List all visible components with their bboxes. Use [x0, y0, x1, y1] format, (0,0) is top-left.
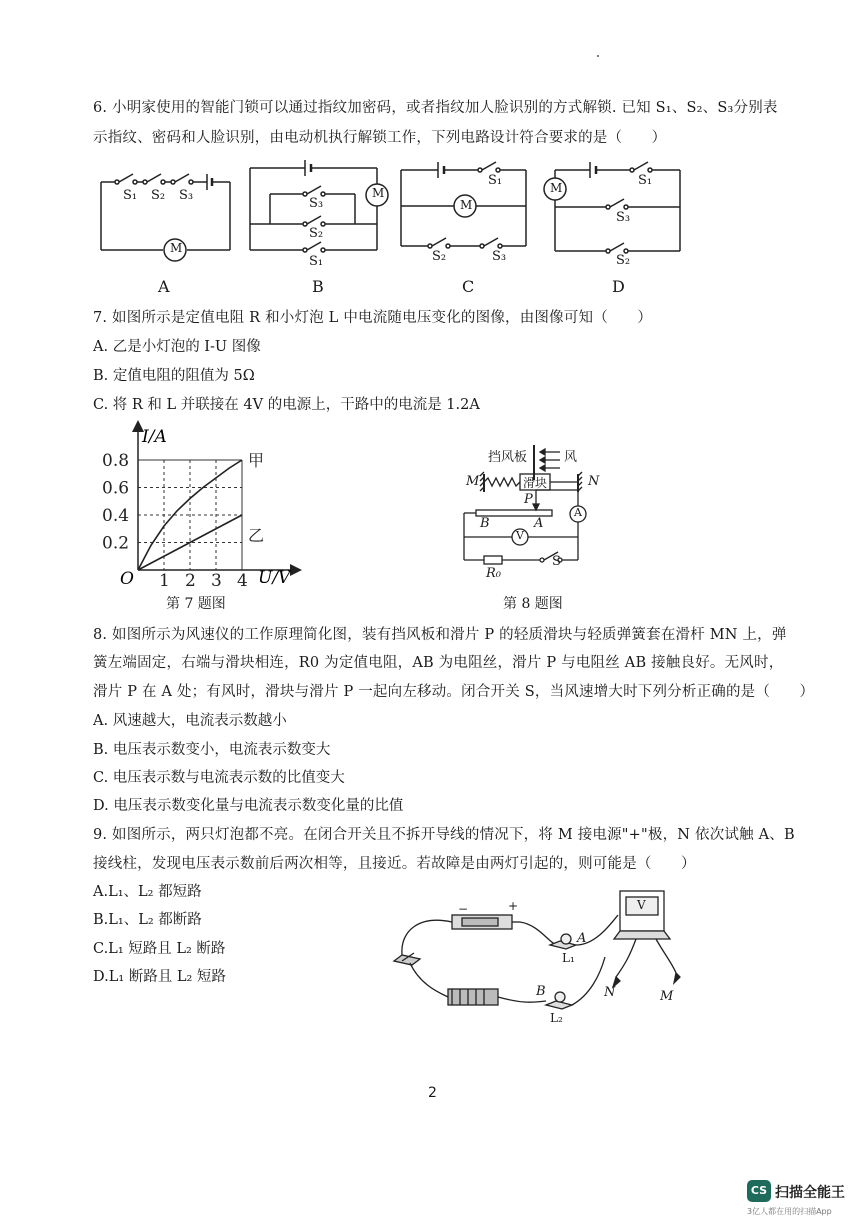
x-tick-label: 2: [185, 571, 196, 590]
label-s3: S₃: [179, 188, 194, 203]
q9-option-b: B.L₁、L₂ 都断路: [93, 912, 202, 928]
y-tick-label: 0.8: [102, 451, 130, 471]
label-s3: S₃: [616, 210, 631, 225]
q7-option-c: C. 将 R 和 L 并联接在 4V 的电源上，干路中的电流是 1.2A: [93, 397, 480, 413]
q8-stem-line1: 8. 如图所示为风速仪的工作原理简化图，装有挡风板和滑片 P 的轻质滑块与轻质弹簧套在滑杆 MN 上，弹: [93, 627, 787, 643]
probe-n-label: N: [604, 985, 616, 1000]
q9-option-c: C.L₁ 短路且 L₂ 断路: [93, 941, 226, 957]
page-number: 2: [428, 1085, 437, 1101]
q7-iu-chart: [100, 420, 310, 590]
q8-option-a: A. 风速越大，电流表示数越小: [93, 713, 287, 729]
label-s2: S₂: [432, 249, 447, 264]
p-label: P: [524, 492, 533, 507]
bulb-l2-label: L₂: [550, 1011, 563, 1025]
q9-stem-line1: 9. 如图所示，两只灯泡都不亮。在闭合开关且不拆开导线的情况下，将 M 接电源"+"极，N 依次试触 A、B: [93, 827, 795, 843]
probe-m-label: M: [660, 989, 674, 1004]
scan-speck: [597, 55, 599, 57]
label-s2: S₂: [151, 188, 166, 203]
motor-label: M: [460, 198, 473, 212]
scanner-watermark: [747, 1180, 857, 1218]
y-tick-label: 0.2: [102, 533, 130, 554]
option-a-label: A: [158, 277, 170, 296]
label-s2: S₂: [616, 253, 631, 268]
scanner-tagline: 3亿人都在用的扫描App: [747, 1207, 832, 1216]
q7-option-b: B. 定值电阻的阻值为 5Ω: [93, 368, 255, 384]
label-s2: S₂: [309, 226, 324, 241]
terminal-b-label: B: [536, 984, 546, 999]
q6-circuit-c: [398, 155, 533, 275]
q7-stem: 7. 如图所示是定值电阻 R 和小灯泡 L 中电流随电压变化的图像，由图像可知（ ）: [93, 310, 653, 326]
q6-circuit-a: [95, 160, 240, 270]
battery-minus: −: [458, 902, 469, 916]
q6-stem-line1: 6. 小明家使用的智能门锁可以通过指纹加密码，或者指纹加人脸识别的方式解锁. 已知 S₁、S₂、S₃分别表: [93, 100, 778, 116]
q8-option-d: D. 电压表示数变化量与电流表示数变化量的比值: [93, 798, 404, 814]
y-tick-label: 0.4: [102, 506, 130, 526]
series-label: 乙: [248, 526, 265, 545]
scanner-app-name: 扫描全能王: [775, 1185, 845, 1201]
wind-label: 风: [564, 450, 578, 465]
q7-caption: 第 7 题图: [166, 596, 226, 612]
y-axis-label: I/A: [142, 427, 167, 447]
bulb-l1-label: L₁: [562, 951, 575, 965]
label-s1: S₁: [123, 188, 138, 203]
terminal-a-label: A: [577, 931, 587, 946]
slider-label: 滑块: [523, 476, 548, 490]
voltmeter-label: V: [637, 898, 646, 912]
n-label: N: [588, 474, 600, 489]
r0-label: R₀: [486, 566, 501, 581]
b-label: B: [480, 516, 490, 531]
option-b-label: B: [312, 277, 324, 296]
x-tick-label: 3: [211, 571, 222, 590]
motor-label: M: [372, 186, 385, 200]
option-d-label: D: [612, 277, 625, 296]
q9-stem-line2: 接线柱，发现电压表示数前后两次相等，且接近。若故障是由两灯引起的，则可能是（ ）: [93, 856, 696, 872]
q9-option-d: D.L₁ 断路且 L₂ 短路: [93, 969, 226, 985]
label-s3: S₃: [492, 249, 507, 264]
label-s1: S₁: [488, 173, 503, 188]
chart-grid: [138, 460, 242, 570]
switch-label: S: [552, 554, 561, 569]
q7-option-a: A. 乙是小灯泡的 I-U 图像: [93, 339, 261, 355]
baffle-label: 挡风板: [488, 450, 528, 465]
motor-label: M: [550, 181, 563, 195]
q9-option-a: A.L₁、L₂ 都短路: [93, 884, 202, 900]
series-label: 甲: [248, 451, 265, 470]
battery-plus: +: [508, 899, 519, 913]
scanner-logo-icon: CS: [747, 1180, 771, 1202]
label-s1: S₁: [638, 173, 653, 188]
x-tick-label: 1: [159, 571, 170, 590]
q6-circuit-d: [540, 155, 685, 275]
q8-stem-line3: 滑片 P 在 A 处；有风时，滑块与滑片 P 一起向左移动。闭合开关 S，当风速增大时下列分析正确的是（ ）: [93, 684, 815, 700]
q8-stem-line2: 簧左端固定，右端与滑块相连，R0 为定值电阻，AB 为电阻丝，滑片 P 与电阻丝 AB 接触良好。无风时，: [93, 655, 784, 671]
q6-circuit-b: [245, 152, 395, 277]
label-s3: S₃: [309, 196, 324, 211]
option-c-label: C: [462, 277, 475, 296]
x-axis-label: U/V: [258, 568, 291, 588]
y-tick-label: 0.6: [102, 478, 130, 499]
x-tick-label: 4: [237, 571, 248, 590]
voltmeter-label: V: [516, 529, 524, 542]
ammeter-label: A: [574, 506, 582, 519]
q8-wind-figure: [460, 440, 610, 590]
q8-caption: 第 8 题图: [503, 596, 563, 612]
motor-label: M: [170, 241, 183, 255]
label-s1: S₁: [309, 254, 324, 269]
q6-stem-line2: 示指纹、密码和人脸识别，由电动机执行解锁工作，下列电路设计符合要求的是（ ）: [93, 130, 667, 146]
origin-label: O: [120, 569, 134, 589]
m-label: M: [466, 474, 480, 489]
q8-option-c: C. 电压表示数与电流表示数的比值变大: [93, 770, 345, 786]
a-label: A: [534, 516, 544, 531]
q9-circuit-figure: [380, 885, 690, 1035]
q8-option-b: B. 电压表示数变小，电流表示数变大: [93, 742, 331, 758]
